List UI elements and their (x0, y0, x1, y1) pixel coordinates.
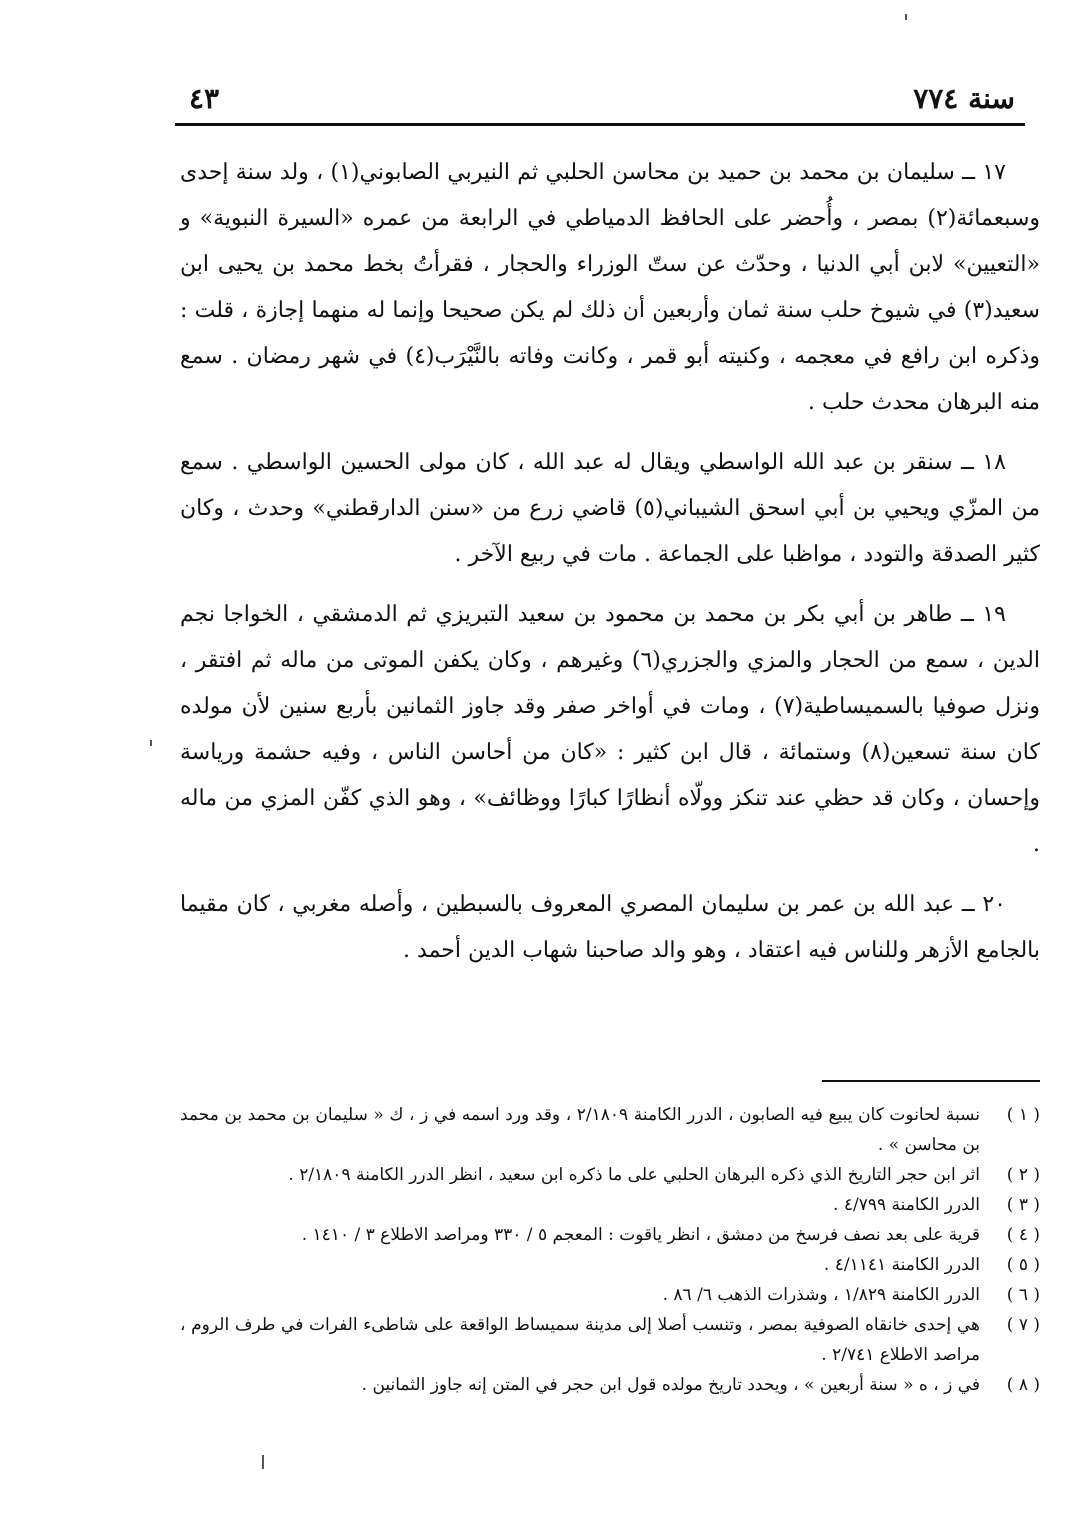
footnote-text: اثر ابن حجر التاريخ الذي ذكره البرهان الحلبي على ما ذكره ابن سعيد ، انظر الدرر الكامنة ٢/١٨٠٩ . (288, 1165, 980, 1185)
footnote-number: ( ١ ) (1006, 1105, 1040, 1125)
footnote-text: الدرر الكامنة ٤/١١٤١ . (823, 1255, 980, 1275)
footnote-3 (180, 1190, 1040, 1220)
footnote-1 (180, 1100, 1040, 1160)
main-text (180, 150, 1040, 974)
biography-entry-17: ١٧ ــ سليمان بن محمد بن حميد بن محاسن الحلبي ثم النيربي الصابوني(١) ، ولد سنة إحدى وسبعمائة(٢) بمصر ، وأُحضر على الحافظ الدمياطي في الرابعة من عمره «السيرة النبوية» و «التعيين» لابن أبي الدنيا ، وحدّث عن ستّ الوزراء والحجار ، فقرأتُ بخط محمد بن يحيى ابن سعيد(٣) في شيوخ حلب سنة ثمان وأربعين أن ذلك لم يكن صحيحا وإنما له منهما إجازة ، قلت : وذكره ابن رافع في معجمه ، وكنيته أبو قمر ، وكانت وفاته بالنَّيْرَب(٤) في شهر رمضان . سمع منه البرهان محدث حلب . (180, 160, 1040, 415)
footnote-number: ( ٤ ) (1006, 1225, 1040, 1245)
footnote-number: ( ٣ ) (1006, 1195, 1040, 1215)
footnote-number: ( ٧ ) (1006, 1315, 1040, 1335)
footnote-6 (180, 1280, 1040, 1310)
header-rule (175, 123, 1025, 126)
footnote-number: ( ٢ ) (1006, 1165, 1040, 1185)
footnote-4 (180, 1220, 1040, 1250)
footnote-separator (822, 1080, 1040, 1082)
scan-speck (905, 14, 907, 20)
biography-entry-20: ٢٠ ــ عبد الله بن عمر بن سليمان المصري المعروف بالسبطين ، وأصله مغربي ، كان مقيما بالجامع الأزهر وللناس فيه اعتقاد ، وهو والد صاحبنا شهاب الدين أحمد . (180, 892, 1040, 963)
footnote-text: الدرر الكامنة ١/٨٢٩ ، وشذرات الذهب ٦/ ٨٦ . (662, 1285, 980, 1305)
footnote-text: قرية على بعد نصف فرسخ من دمشق ، انظر ياقوت : المعجم ٥ / ٣٣٠ ومراصد الاطلاع ٣ / ١٤١٠ . (301, 1225, 980, 1245)
footnote-text: نسبة لحانوت كان يبيع فيه الصابون ، الدرر الكامنة ٢/١٨٠٩ ، وقد ورد اسمه في ز ، ك « سليمان بن محمد بن محمد بن محاسن » . (180, 1105, 980, 1155)
year-heading: سنة ٧٧٤ (913, 82, 1015, 115)
footnote-text: الدرر الكامنة ٤/٧٩٩ . (833, 1195, 980, 1215)
footnote-8 (180, 1370, 1040, 1400)
footnote-7 (180, 1310, 1040, 1370)
footnote-text: في ز ، ه « سنة أربعين » ، ويحدد تاريخ مولده قول ابن حجر في المتن إنه جاوز الثمانين . (361, 1375, 980, 1395)
biography-entry-19: ١٩ ــ طاهر بن أبي بكر بن محمد بن محمود بن سعيد التبريزي ثم الدمشقي ، الخواجا نجم الدين ، سمع من الحجار والمزي والجزري(٦) وغيرهم ، وكان يكفن الموتى من ماله ثم افتقر ، ونزل صوفيا بالسميساطية(٧) ، ومات في أواخر صفر وقد جاوز الثمانين بأربع سنين لأن مولده كان سنة تسعين(٨) وستمائة ، قال ابن كثير : «كان من أحاسن الناس ، وفيه حشمة ورياسة وإحسان ، وكان قد حظي عند تنكز وولّاه أنظارًا كبارًا ووظائف» ، وهو الذي كفّن المزي من ماله . (180, 602, 1040, 857)
footnote-number: ( ٨ ) (1006, 1375, 1040, 1395)
footnote-text: هي إحدى خانقاه الصوفية بمصر ، وتنسب أصلا إلى مدينة سميساط الواقعة على شاطىء الفرات في طرف الروم ، مراصد الاطلاع ٢/٧٤١ . (180, 1315, 980, 1365)
footnote-number: ( ٦ ) (1006, 1285, 1040, 1305)
footnote-5 (180, 1250, 1040, 1280)
biography-entry-18: ١٨ ــ سنقر بن عبد الله الواسطي ويقال له عبد الله ، كان مولى الحسين الواسطي . سمع من المزّي ويحيي بن أبي اسحق الشيباني(٥) قاضي زرع من «سنن الدارقطني» وحدث ، وكان كثير الصدقة والتودد ، مواظبا على الجماعة . مات في ربيع الآخر . (180, 450, 1040, 567)
running-header (175, 72, 1027, 122)
footnote-number: ( ٥ ) (1006, 1255, 1040, 1275)
footnotes (180, 1100, 1040, 1400)
scan-speck (262, 1455, 264, 1469)
page-number: ٤٣ (189, 82, 220, 115)
scan-speck (150, 740, 152, 746)
footnote-2 (180, 1160, 1040, 1190)
